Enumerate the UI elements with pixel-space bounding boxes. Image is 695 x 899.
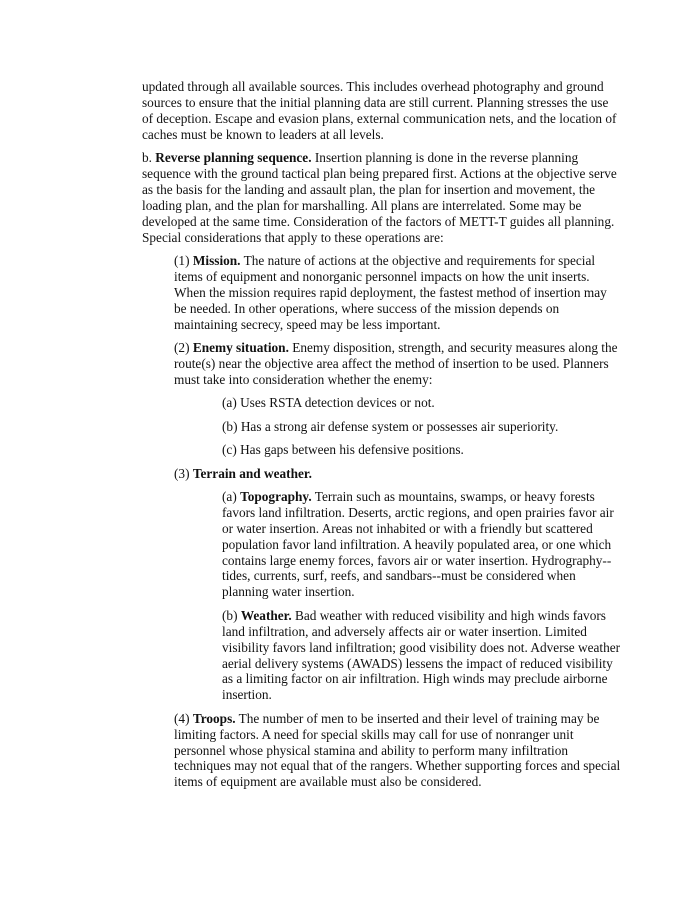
list-item: [222, 419, 622, 435]
paragraph-text: Insertion planning is done in the reverse planning sequence with the ground tactical plan being prepared first. Actions at the objective serve as the basis for the landing and assault plan, the plan for insertion and movement, the loading plan, and the plan for marshalling. All plans are interrelated. Some may be developed at the same time. Consideration of the factors of METT-T guides all planning. Special considerations that apply to these operations are:: [142, 150, 617, 245]
list-item: [222, 442, 622, 458]
paragraph-prefix: (1): [174, 253, 193, 269]
paragraph-continuation: [142, 79, 622, 143]
paragraph-heading: Weather.: [240, 607, 292, 623]
paragraph-prefix: (3): [174, 465, 193, 481]
paragraph-prefix: (2): [174, 340, 193, 356]
paragraph-troops: [174, 711, 622, 791]
paragraph-heading: Troops.: [192, 710, 236, 726]
paragraph-text: Bad weather with reduced visibility and high winds favors land infiltration, and adversely affects air or water insertion. Limited visibility favors land infiltration; good visibility does not. Adverse weather aerial delivery systems (AWADS) lessens the impact of reduced visibility as a limiting factor on air infiltration. High winds may preclude airborne insertion.: [222, 607, 621, 703]
paragraph-text: (a) Uses RSTA detection devices or not.: [222, 395, 435, 411]
paragraph-text: Enemy disposition, strength, and security measures along the route(s) near the objective area affect the method of insertion to be used. Planners must take into consideration whether the enemy:: [174, 340, 618, 387]
paragraph-heading: Terrain and weather.: [192, 465, 312, 481]
paragraph-topography: [222, 489, 622, 600]
paragraph-heading: Reverse planning sequence.: [155, 150, 312, 166]
paragraph-mission: [174, 253, 622, 333]
paragraph-text: The nature of actions at the objective and requirements for special items of equipment and nonorganic personnel impacts on how the unit inserts. When the mission requires rapid deployment, the fastest method of insertion may be needed. In other operations, where success of the mission depends on maintaining secrecy, speed may be less important.: [174, 253, 607, 332]
paragraph-prefix: (4): [174, 710, 193, 726]
paragraph-enemy-situation: [174, 340, 622, 388]
paragraph-terrain-weather: [174, 466, 622, 482]
paragraph-weather: [222, 608, 622, 703]
list-item: [222, 395, 622, 411]
document-page: [142, 79, 622, 798]
paragraph-text: updated through all available sources. This includes overhead photography and ground sources to ensure that the initial planning data are still current. Planning stresses the use of deception. Escape and evasion plans, external communication nets, and the location of caches must be known to leaders at all levels.: [142, 79, 617, 142]
paragraph-prefix: (b): [222, 607, 241, 623]
paragraph-reverse-planning: [142, 150, 622, 245]
paragraph-heading: Mission.: [192, 253, 241, 269]
paragraph-prefix: (a): [222, 488, 241, 504]
paragraph-heading: Enemy situation.: [192, 340, 289, 356]
paragraph-heading: Topography.: [240, 488, 312, 504]
paragraph-text: Terrain such as mountains, swamps, or heavy forests favors land infiltration. Deserts, arctic regions, and open prairies favor air or water insertion. Areas not inhabited or with a friendly but scattered population favor land infiltration. A heavily populated area, or one which contains large enemy forces, favors air or water insertion. Hydrography--tides, currents, surf, reefs, and sandbars--must be considered when planning water insertion.: [222, 488, 614, 600]
paragraph-text: (b) Has a strong air defense system or possesses air superiority.: [222, 418, 559, 434]
paragraph-text: The number of men to be inserted and their level of training may be limiting factors. A need for special skills may call for use of nonranger unit personnel whose physical stamina and ability to perform many infiltration techniques may not equal that of the rangers. Whether supporting forces and special items of equipment are available must also be considered.: [174, 710, 621, 790]
paragraph-text: (c) Has gaps between his defensive positions.: [222, 442, 464, 458]
paragraph-prefix: b.: [142, 150, 156, 166]
